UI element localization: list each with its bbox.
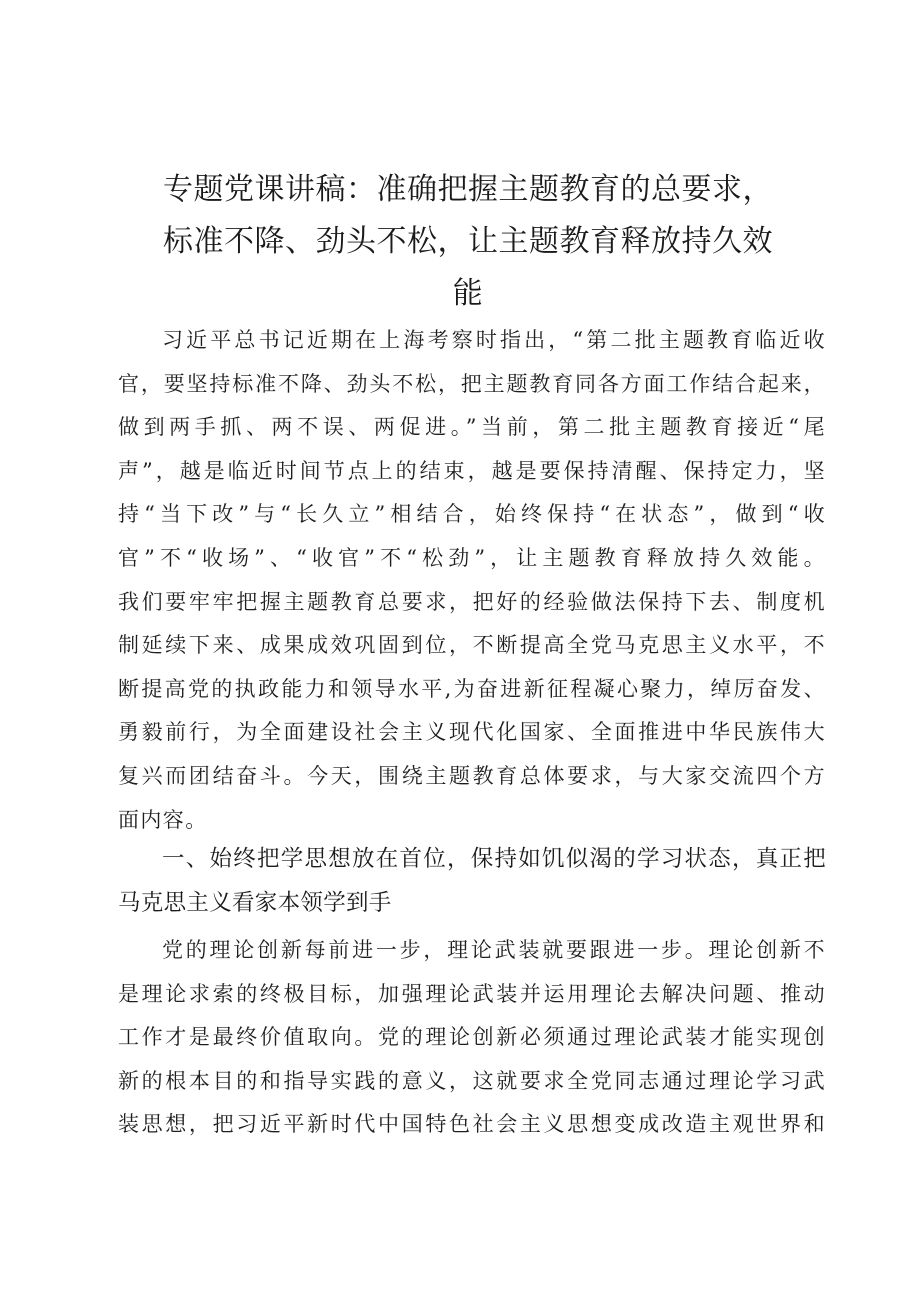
text-line: 新的根本目的和指导实践的意义，这就要求全党同志通过理论学习武 [118,1068,826,1093]
document-title [118,164,818,320]
section-1-paragraph [118,929,826,1147]
text-line: 勇毅前行，为全面建设社会主义现代化国家、全面推进中华民族伟大 [118,720,826,745]
heading-line: 马克思主义看家本领学到手 [118,889,392,916]
text-line: 复兴而团结奋斗。今天，围绕主题教育总体要求，与大家交流四个方 [118,763,826,788]
text-line: 我们要牢牢把握主题教育总要求，把好的经验做法保持下去、制度机 [118,589,826,614]
text-line: 官”不“收场”、“收官”不“松劲”，让主题教育释放持久效能。 [118,545,826,570]
text-line: 官，要坚持标准不降、劲头不松，把主题教育同各方面工作结合起来， [118,371,826,396]
text-line: 工作才是最终价值取向。党的理论创新必须通过理论武装才能实现创 [118,1025,826,1050]
title-line: 能 [452,276,484,311]
text-line: 面内容。 [118,807,208,832]
text-line: 是理论求索的终极目标，加强理论武装并运用理论去解决问题、推动 [118,981,826,1006]
section-heading-1 [118,838,826,925]
text-line: 断提高党的执政能力和领导水平,为奋进新征程凝心聚力，绰厉奋发、 [118,676,826,701]
text-line: 党的理论创新每前进一步，理论武装就要跟进一步。理论创新不 [162,938,826,962]
intro-paragraph [118,319,826,842]
text-line: 制延续下来、成果成效巩固到位，不断提高全党马克思主义水平，不 [118,633,826,658]
text-line: 持“当下改”与“长久立”相结合，始终保持“在状态”，做到“收 [118,502,826,527]
text-line: 装思想，把习近平新时代中国特色社会主义思想变成改造主观世界和 [118,1112,826,1137]
text-line: 做到两手抓、两不误、两促进。”当前，第二批主题教育接近“尾 [118,415,826,440]
heading-line: 一、始终把学思想放在首位，保持如饥似渴的学习状态，真正把 [162,846,826,872]
text-line: 声”，越是临近时间节点上的结束，越是要保持清醒、保持定力，坚 [118,458,826,483]
title-line: 专题党课讲稿：准确把握主题教育的总要求， [163,172,773,207]
text-line: 习近平总书记近期在上海考察时指出，“第二批主题教育临近收 [162,328,826,352]
title-line: 标准不降、劲头不松，让主题教育释放持久效 [163,224,773,259]
